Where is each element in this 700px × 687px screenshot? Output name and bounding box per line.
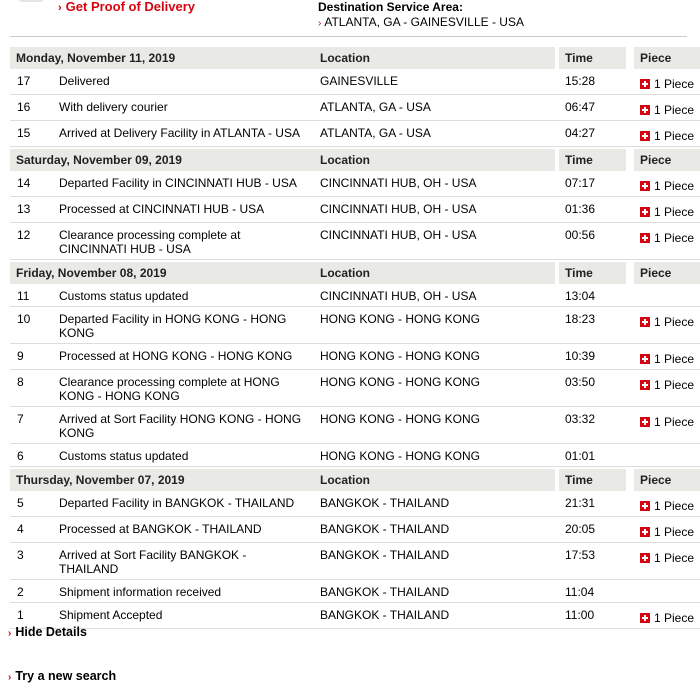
event-piece xyxy=(634,286,700,307)
event-piece xyxy=(634,493,700,517)
event-row xyxy=(10,173,700,197)
event-number: 5 xyxy=(10,493,54,517)
chevron-right-icon: › xyxy=(58,2,62,14)
event-piece xyxy=(634,225,700,260)
event-description: Shipment information received xyxy=(54,582,314,603)
piece-label[interactable]: 1 Piece xyxy=(654,525,695,539)
event-row xyxy=(10,545,700,580)
column-gap xyxy=(626,582,634,603)
event-piece xyxy=(634,309,700,344)
event-number: 15 xyxy=(10,123,54,147)
event-number: 1 xyxy=(10,605,54,629)
event-time: 04:27 xyxy=(559,123,626,147)
event-time: 21:31 xyxy=(559,493,626,517)
event-piece xyxy=(634,409,700,444)
plus-icon[interactable] xyxy=(640,380,650,390)
piece-label[interactable]: 1 Piece xyxy=(654,551,695,565)
column-gap xyxy=(626,173,634,197)
event-location: ATLANTA, GA - USA xyxy=(314,123,555,147)
column-gap xyxy=(626,605,634,629)
event-row xyxy=(10,199,700,223)
event-description: Processed at HONG KONG - HONG KONG xyxy=(54,346,314,370)
event-time: 01:36 xyxy=(559,199,626,223)
pod-link-label: Get Proof of Delivery xyxy=(65,0,195,14)
date-header-row xyxy=(10,149,700,171)
column-gap xyxy=(626,286,634,307)
column-gap xyxy=(626,446,634,467)
event-time: 11:00 xyxy=(559,605,626,629)
piece-label[interactable]: 1 Piece xyxy=(654,611,695,625)
piece-label[interactable]: 1 Piece xyxy=(654,315,695,329)
event-location: CINCINNATI HUB, OH - USA xyxy=(314,199,555,223)
event-row xyxy=(10,71,700,95)
event-time: 01:01 xyxy=(559,446,626,467)
event-description: Arrived at Sort Facility HONG KONG - HONG KONG xyxy=(54,409,314,444)
event-number: 10 xyxy=(10,309,54,344)
column-gap xyxy=(626,372,634,407)
event-row xyxy=(10,309,700,344)
column-gap xyxy=(626,123,634,147)
event-description: Departed Facility in BANGKOK - THAILAND xyxy=(54,493,314,517)
event-location: BANGKOK - THAILAND xyxy=(314,493,555,517)
plus-icon[interactable] xyxy=(640,131,650,141)
try-new-search-link[interactable] xyxy=(8,669,116,683)
event-piece xyxy=(634,173,700,197)
event-time: 18:23 xyxy=(559,309,626,344)
event-piece xyxy=(634,346,700,370)
event-number: 2 xyxy=(10,582,54,603)
dsa-value-line xyxy=(318,15,524,31)
piece-label[interactable]: 1 Piece xyxy=(654,352,695,366)
event-number: 7 xyxy=(10,409,54,444)
event-location: BANGKOK - THAILAND xyxy=(314,582,555,603)
event-location: BANGKOK - THAILAND xyxy=(314,519,555,543)
event-piece xyxy=(634,199,700,223)
event-location: HONG KONG - HONG KONG xyxy=(314,309,555,344)
event-row xyxy=(10,582,700,603)
event-location: HONG KONG - HONG KONG xyxy=(314,409,555,444)
event-row xyxy=(10,409,700,444)
piece-column-header: Piece xyxy=(634,262,700,284)
event-piece xyxy=(634,372,700,407)
event-row xyxy=(10,372,700,407)
shipment-header xyxy=(0,0,687,36)
plus-icon[interactable] xyxy=(640,354,650,364)
date-header: Friday, November 08, 2019 xyxy=(10,262,314,284)
piece-label[interactable]: 1 Piece xyxy=(654,499,695,513)
column-gap xyxy=(626,199,634,223)
column-gap xyxy=(626,225,634,260)
plus-icon[interactable] xyxy=(640,181,650,191)
event-number: 4 xyxy=(10,519,54,543)
tracking-events-table xyxy=(10,45,700,631)
event-number: 13 xyxy=(10,199,54,223)
plus-icon[interactable] xyxy=(640,207,650,217)
event-number: 16 xyxy=(10,97,54,121)
column-gap xyxy=(626,47,634,69)
event-row xyxy=(10,519,700,543)
column-gap xyxy=(626,493,634,517)
panel-corner xyxy=(18,0,44,2)
piece-label[interactable]: 1 Piece xyxy=(654,415,695,429)
dsa-label: Destination Service Area: xyxy=(318,0,463,14)
event-number: 8 xyxy=(10,372,54,407)
event-description: Arrived at Delivery Facility in ATLANTA - USA xyxy=(54,123,314,147)
plus-icon[interactable] xyxy=(640,527,650,537)
event-location: ATLANTA, GA - USA xyxy=(314,97,555,121)
plus-icon[interactable] xyxy=(640,79,650,89)
destination-service-area xyxy=(318,0,524,31)
event-time: 06:47 xyxy=(559,97,626,121)
event-row xyxy=(10,493,700,517)
time-column-header: Time xyxy=(559,47,626,69)
event-piece xyxy=(634,71,700,95)
try-new-search-label: Try a new search xyxy=(15,669,117,683)
date-header-row xyxy=(10,47,700,69)
event-description: Shipment Accepted xyxy=(54,605,314,629)
plus-icon[interactable] xyxy=(640,317,650,327)
column-gap xyxy=(626,262,634,284)
event-time: 11:04 xyxy=(559,582,626,603)
event-description: Clearance processing complete at CINCINNATI HUB - USA xyxy=(54,225,314,260)
event-description: Departed Facility in HONG KONG - HONG KONG xyxy=(54,309,314,344)
column-gap xyxy=(626,346,634,370)
event-number: 9 xyxy=(10,346,54,370)
plus-icon[interactable] xyxy=(640,233,650,243)
date-header-row xyxy=(10,469,700,491)
event-time: 07:17 xyxy=(559,173,626,197)
event-description: Processed at CINCINNATI HUB - USA xyxy=(54,199,314,223)
event-description: Departed Facility in CINCINNATI HUB - USA xyxy=(54,173,314,197)
event-piece xyxy=(634,446,700,467)
column-gap xyxy=(626,409,634,444)
event-location: CINCINNATI HUB, OH - USA xyxy=(314,286,555,307)
event-description: Processed at BANGKOK - THAILAND xyxy=(54,519,314,543)
column-gap xyxy=(626,545,634,580)
event-location: CINCINNATI HUB, OH - USA xyxy=(314,225,555,260)
column-gap xyxy=(626,71,634,95)
date-header-row xyxy=(10,262,700,284)
event-number: 14 xyxy=(10,173,54,197)
event-piece xyxy=(634,605,700,629)
event-number: 11 xyxy=(10,286,54,307)
event-piece xyxy=(634,519,700,543)
divider xyxy=(10,36,687,37)
event-number: 3 xyxy=(10,545,54,580)
event-row xyxy=(10,225,700,260)
plus-icon[interactable] xyxy=(640,553,650,563)
event-row xyxy=(10,446,700,467)
chevron-right-icon: › xyxy=(318,18,322,29)
hide-details-link[interactable] xyxy=(8,625,87,639)
event-location: GAINESVILLE xyxy=(314,71,555,95)
time-column-header: Time xyxy=(559,262,626,284)
event-location: HONG KONG - HONG KONG xyxy=(314,372,555,407)
events-body xyxy=(10,47,700,629)
event-piece xyxy=(634,545,700,580)
piece-label[interactable]: 1 Piece xyxy=(654,129,695,143)
event-piece xyxy=(634,123,700,147)
event-location: BANGKOK - THAILAND xyxy=(314,545,555,580)
event-piece xyxy=(634,97,700,121)
event-row xyxy=(10,605,700,629)
plus-icon[interactable] xyxy=(640,417,650,427)
column-gap xyxy=(626,469,634,491)
location-column-header: Location xyxy=(314,262,555,284)
event-row xyxy=(10,346,700,370)
chevron-right-icon: › xyxy=(8,628,12,639)
location-column-header: Location xyxy=(314,469,555,491)
event-row xyxy=(10,286,700,307)
get-proof-of-delivery-link[interactable] xyxy=(58,0,195,14)
date-header: Thursday, November 07, 2019 xyxy=(10,469,314,491)
piece-label[interactable]: 1 Piece xyxy=(654,179,695,193)
event-description: Delivered xyxy=(54,71,314,95)
event-description: With delivery courier xyxy=(54,97,314,121)
piece-label[interactable]: 1 Piece xyxy=(654,103,695,117)
event-time: 17:53 xyxy=(559,545,626,580)
event-location: CINCINNATI HUB, OH - USA xyxy=(314,173,555,197)
column-gap xyxy=(626,97,634,121)
time-column-header: Time xyxy=(559,469,626,491)
hide-details-label: Hide Details xyxy=(15,625,87,639)
event-row xyxy=(10,123,700,147)
event-piece xyxy=(634,582,700,603)
event-number: 6 xyxy=(10,446,54,467)
date-header: Saturday, November 09, 2019 xyxy=(10,149,314,171)
event-number: 17 xyxy=(10,71,54,95)
event-time: 03:50 xyxy=(559,372,626,407)
location-column-header: Location xyxy=(314,47,555,69)
date-header: Monday, November 11, 2019 xyxy=(10,47,314,69)
piece-column-header: Piece xyxy=(634,149,700,171)
column-gap xyxy=(626,149,634,171)
piece-column-header: Piece xyxy=(634,47,700,69)
event-description: Arrived at Sort Facility BANGKOK - THAILAND xyxy=(54,545,314,580)
event-time: 13:04 xyxy=(559,286,626,307)
piece-label[interactable]: 1 Piece xyxy=(654,231,695,245)
event-time: 03:32 xyxy=(559,409,626,444)
event-description: Customs status updated xyxy=(54,446,314,467)
plus-icon[interactable] xyxy=(640,105,650,115)
event-location: HONG KONG - HONG KONG xyxy=(314,446,555,467)
piece-label[interactable]: 1 Piece xyxy=(654,205,695,219)
event-location: HONG KONG - HONG KONG xyxy=(314,346,555,370)
event-time: 10:39 xyxy=(559,346,626,370)
piece-label[interactable]: 1 Piece xyxy=(654,378,695,392)
dsa-value: ATLANTA, GA - GAINESVILLE - USA xyxy=(324,15,524,29)
plus-icon[interactable] xyxy=(640,613,650,623)
piece-column-header: Piece xyxy=(634,469,700,491)
event-description: Customs status updated xyxy=(54,286,314,307)
event-row xyxy=(10,97,700,121)
event-time: 00:56 xyxy=(559,225,626,260)
time-column-header: Time xyxy=(559,149,626,171)
column-gap xyxy=(626,309,634,344)
event-description: Clearance processing complete at HONG KONG - HONG KONG xyxy=(54,372,314,407)
chevron-right-icon: › xyxy=(8,672,12,683)
event-location: BANGKOK - THAILAND xyxy=(314,605,555,629)
event-number: 12 xyxy=(10,225,54,260)
plus-icon[interactable] xyxy=(640,501,650,511)
event-time: 15:28 xyxy=(559,71,626,95)
piece-label[interactable]: 1 Piece xyxy=(654,77,695,91)
column-gap xyxy=(626,519,634,543)
location-column-header: Location xyxy=(314,149,555,171)
event-time: 20:05 xyxy=(559,519,626,543)
